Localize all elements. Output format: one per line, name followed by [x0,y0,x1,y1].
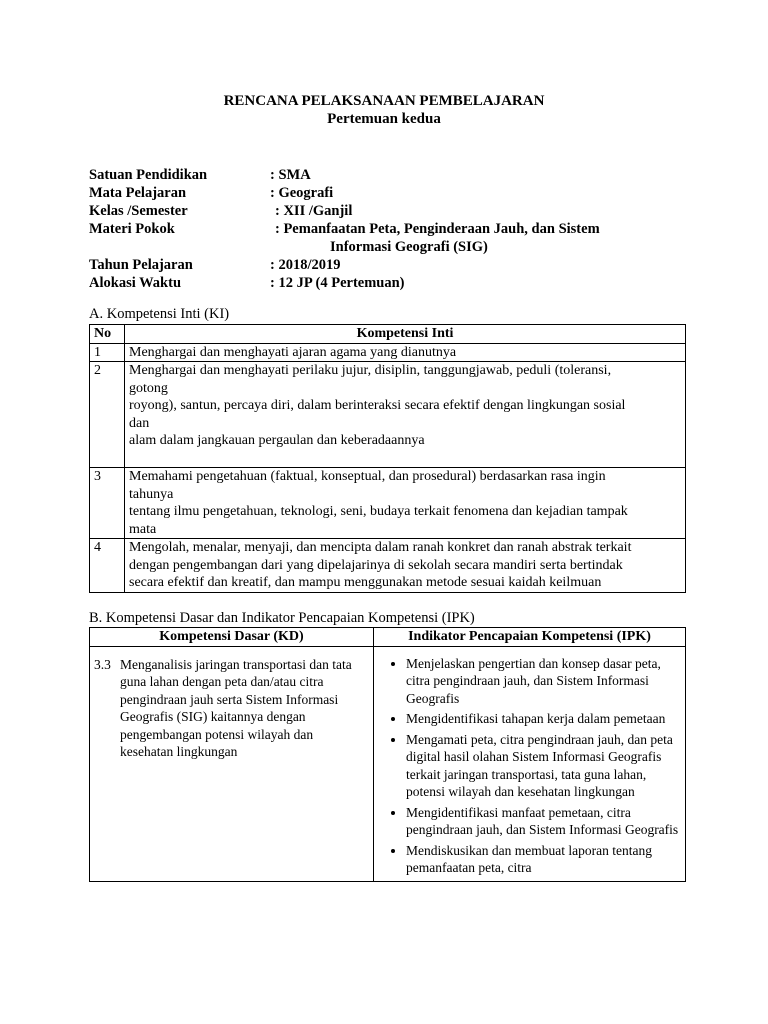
row-number: 1 [90,343,125,362]
table-row [90,362,686,468]
kd-table [89,627,686,882]
ipk-item: • Mengamati peta, citra pengindraan jauh, dan peta digital hasil olahan Sistem Informasi Geografis terkait jaringan transportasi, tata guna lahan, potensi wilayah dan kesehatan lingkungan [406,731,681,801]
table-row [90,343,686,362]
ipk-item: • Mendiskusikan dan membuat laporan tentang pemanfaatan peta, citra [406,842,681,877]
row-text [125,468,686,539]
identity-value: : Pemanfaatan Peta, Penginderaan Jauh, dan Sistem [275,221,600,237]
section-title-ki: A. Kompetensi Inti (KI) [89,306,230,322]
row-line: Menghargai dan menghayati perilaku jujur, disiplin, tanggungjawab, peduli (toleransi, [129,363,612,378]
identity-label: Kelas /Semester [89,203,188,219]
row-line: Mengolah, menalar, menyaji, dan mencipta dalam ranah konkret dan ranah abstrak terkait [129,540,632,555]
row-line: tentang ilmu pengetahuan, teknologi, seni, budaya terkait fenomena dan kejadian tampak [129,504,628,519]
identity-value: : XII /Ganjil [275,203,353,219]
ki-table [89,324,686,593]
identity-row-materi-cont [330,238,488,256]
section-title-kd: B. Kompetensi Dasar dan Indikator Pencapaian Kompetensi (IPK) [89,610,475,626]
identity-label: Mata Pelajaran [89,185,187,201]
column-header-ki: Kompetensi Inti [125,325,686,344]
identity-label: Tahun Pelajaran [89,257,193,273]
table-header-row [90,628,686,647]
document-title: RENCANA PELAKSANAAN PEMBELAJARAN [223,93,545,109]
ipk-item: • Menjelaskan pengertian dan konsep dasar peta, citra pengindraan jauh, dan Sistem Informasi Geografis [406,655,681,708]
ipk-item: • Mengidentifikasi manfaat pemetaan, citra pengindraan jauh, dan Sistem Informasi Geografis [406,804,681,839]
row-line: dan [129,415,150,431]
identity-label: Materi Pokok [89,221,175,237]
row-number: 3 [90,468,125,539]
row-line: secara efektif dan kreatif, dan mampu menggunakan metode sesuai kaidah keilmuan [129,575,602,590]
table-row [90,539,686,593]
ipk-list [378,655,681,877]
table-header-row [90,325,686,344]
row-line: tahunya [129,486,174,502]
identity-value-cont: Informasi Geografi (SIG) [330,239,488,255]
identity-value: : 2018/2019 [270,257,341,273]
table-row [90,468,686,539]
identity-value: : 12 JP (4 Pertemuan) [270,275,405,291]
row-line: gotong [129,380,168,396]
identity-value: : SMA [270,167,311,183]
kd-number: 3.3 [94,656,111,672]
row-number: 2 [90,362,125,468]
row-text [125,362,686,468]
row-text [125,539,686,593]
identity-label: Satuan Pendidikan [89,167,208,183]
kd-cell [90,646,374,881]
ipk-item: • Mengidentifikasi tahapan kerja dalam pemetaan [406,710,681,728]
row-line: royong), santun, percaya diri, dalam berinteraksi secara efektif dengan lingkungan sosial [129,398,626,413]
row-line: alam dalam jangkauan pergaulan dan keberadaannya [129,433,425,448]
column-header-kd: Kompetensi Dasar (KD) [90,628,374,647]
row-line: Memahami pengetahuan (faktual, konseptual, dan prosedural) berdasarkan rasa ingin [129,469,606,484]
ipk-cell [374,646,686,881]
identity-value: : Geografi [270,185,334,201]
identity-label: Alokasi Waktu [89,275,182,291]
table-row [90,646,686,881]
column-header-no: No [90,325,125,344]
row-line: dengan pengembangan dari yang dipelajarinya di sekolah secara mandiri serta bertindak [129,557,623,573]
row-number: 4 [90,539,125,593]
column-header-ipk: Indikator Pencapaian Kompetensi (IPK) [374,628,686,647]
row-line: mata [129,521,157,537]
document-subtitle: Pertemuan kedua [327,111,441,127]
row-text: Menghargai dan menghayati ajaran agama yang dianutnya [125,343,686,362]
kd-text: Menganalisis jaringan transportasi dan tata guna lahan dengan peta dan/atau citra pengindraan jauh serta Sistem Informasi Geografis (SIG) kaitannya dengan pengembangan potensi wilayah dan kesehatan lingkungan [120,656,352,759]
